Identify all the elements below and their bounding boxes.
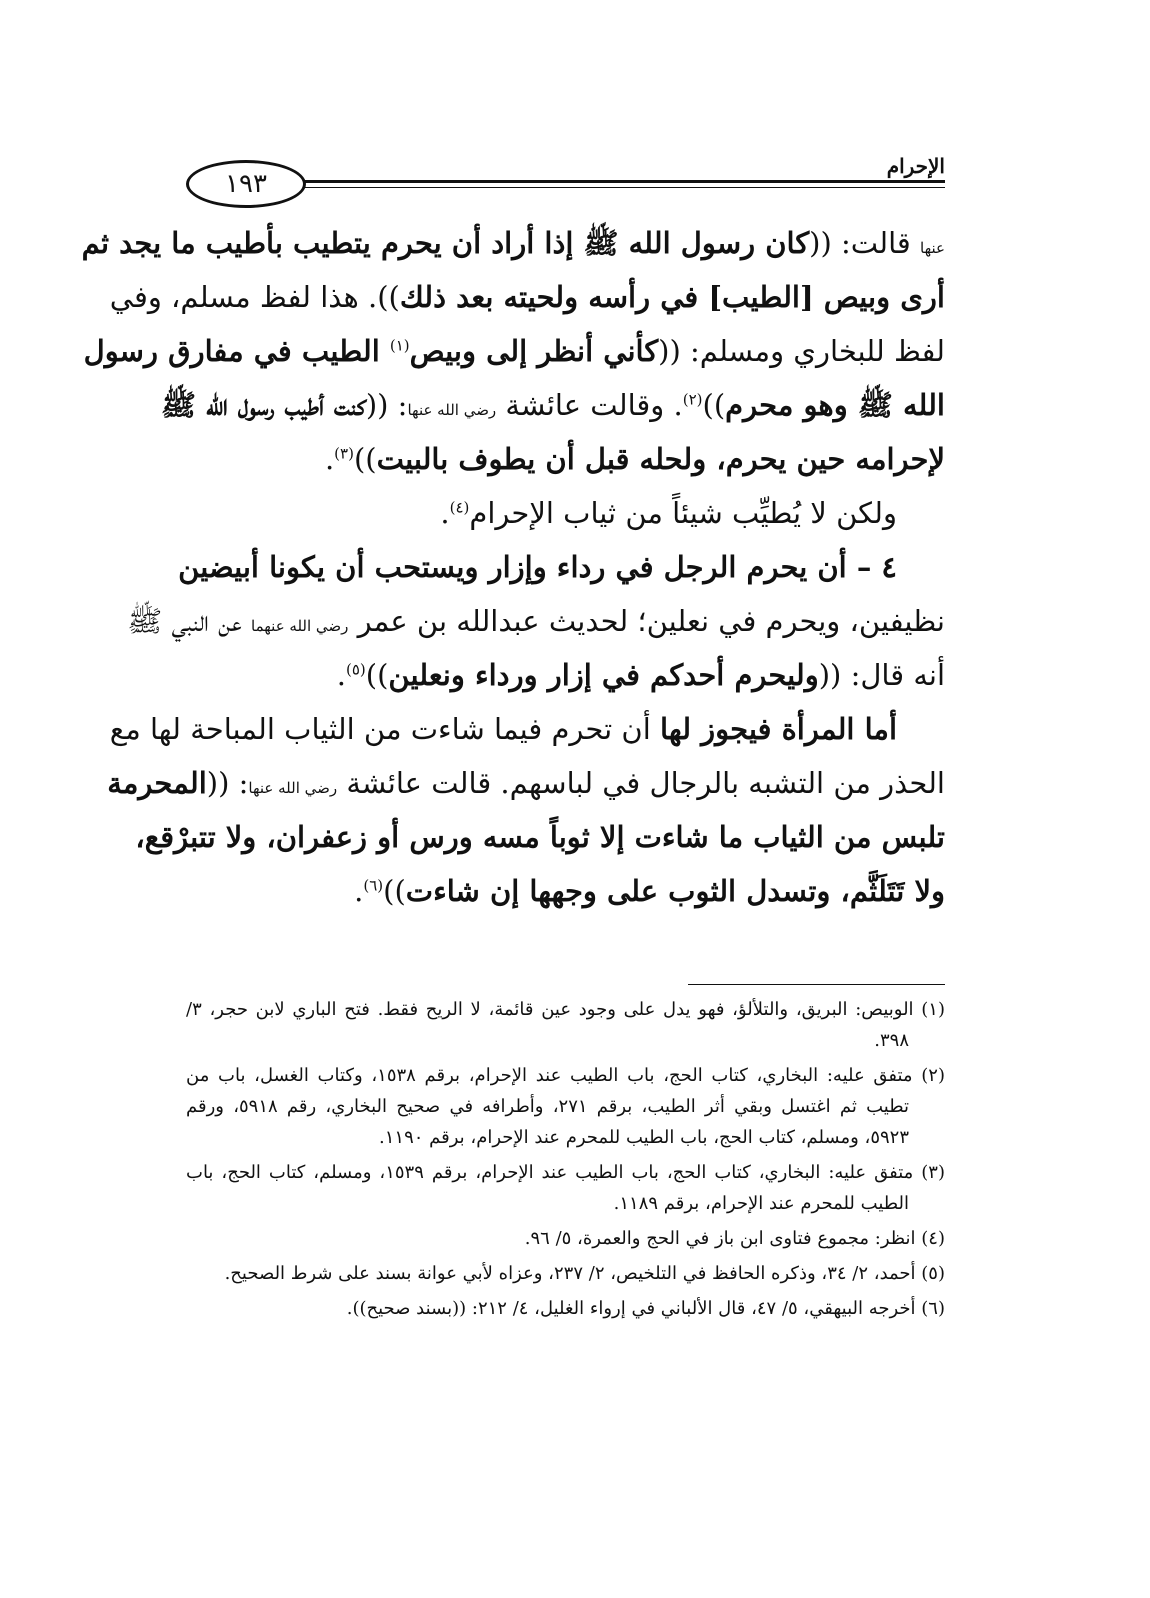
text-run: .: [324, 442, 335, 476]
hadith-text: ولا تَتَلَثَّم، وتسدل الثوب على وجهها إن شاءت: [405, 874, 945, 908]
header-rule-thin: [304, 187, 945, 188]
text-run: .: [336, 658, 346, 692]
footnote-ref[interactable]: (٢): [682, 390, 703, 409]
hadith-text: كنت أطيب رسول الله ﷺ: [160, 388, 366, 422]
footnote-5: (٥) أحمد، ٢/ ٣٤، وذكره الحافظ في التلخيص، ٢/ ٢٣٧، وعزاه لأبي عوانة بسند على شرط الصحيح.: [224, 1263, 945, 1284]
bold-phrase: أما المرأة فيجوز لها: [660, 712, 897, 746]
text-run: )): [383, 874, 406, 908]
text-run: : ((: [365, 388, 408, 422]
page-number-badge: [186, 160, 306, 208]
footnote-ref[interactable]: (١): [389, 336, 410, 355]
chapter-title: الإحرام: [879, 154, 945, 178]
text-line-1: [81, 216, 945, 270]
page-header: [186, 154, 945, 210]
honorific: رضي الله عنها: [407, 401, 497, 419]
text-run: لفظ للبخاري ومسلم: ((: [658, 334, 945, 368]
text-line-7: [178, 540, 945, 594]
footnote-ref[interactable]: (٥): [345, 660, 366, 679]
footnote-ref[interactable]: (٤): [449, 498, 470, 517]
hadith-text: المحرمة: [107, 766, 207, 800]
text-run: قالت: ((: [809, 226, 921, 260]
text-run: ولكن لا يُطيِّب شيئاً من ثياب الإحرام: [469, 496, 897, 530]
text-line-6: [186, 486, 945, 540]
section-heading: ٤ – أن يحرم الرجل في رداء وإزار ويستحب أن يكونا أبيضين: [178, 550, 897, 584]
footnotes: [186, 994, 945, 1328]
hadith-text: الله ﷺ وهو محرم: [725, 388, 945, 422]
text-line-2: [109, 270, 945, 324]
hadith-text: أرى وبيص [الطيب] في رأسه ولحيته بعد ذلك: [399, 280, 945, 314]
text-run: عن النبي ﷺ: [127, 604, 252, 638]
text-line-8: [127, 594, 945, 648]
text-line-13: [186, 864, 945, 918]
text-line-12: [135, 810, 945, 864]
footnote-6: (٦) أخرجه البيهقي، ٥/ ٤٧، قال الألباني في إرواء الغليل، ٤/ ٢١٢: ((بسند صحيح)).: [346, 1298, 945, 1319]
hadith-text: لإحرامه حين يحرم، ولحله قبل أن يطوف بالبيت: [376, 442, 945, 476]
main-text: [81, 216, 945, 918]
honorific: عنها: [920, 239, 945, 257]
text-run: )): [702, 388, 726, 422]
footnote-2: (٢) متفق عليه: البخاري، كتاب الحج، باب الطيب عند الإحرام، برقم ١٥٣٨، وكتاب الغسل، باب من تطيب ثم اغتسل وبقي أثر الطيب، برقم ٢٧١، وأطرافه في صحيح البخاري، رقم ٥٩١٨، ورقم ٥٩٢٣، ومسلم، كتاب الحج، باب الطيب للمحرم عند الإحرام، برقم ١١٩٠.: [186, 1065, 945, 1148]
text-run: )). هذا لفظ مسلم، وفي: [109, 280, 400, 314]
footnote-1: (١) الوبيص: البريق، والتلألؤ، فهو يدل على وجود عين قائمة، لا الريح فقط. فتح الباري لابن حجر، ٣/ ٣٩٨.: [186, 999, 945, 1051]
honorific: رضي الله عنها: [248, 779, 338, 797]
text-line-11: [107, 756, 945, 810]
footnote-separator: [688, 984, 945, 985]
text-line-5: [186, 432, 945, 486]
text-line-9: [186, 648, 945, 702]
footnote-4: (٤) انظر: مجموع فتاوى ابن باز في الحج والعمرة، ٥/ ٩٦.: [524, 1228, 945, 1249]
text-run: . وقالت عائشة: [496, 388, 683, 422]
text-run: الحذر من التشبه بالرجال في لباسهم. قالت عائشة: [337, 766, 945, 800]
text-run: )): [353, 442, 377, 476]
text-run: أنه قال: ((: [818, 658, 945, 692]
text-run: )): [365, 658, 389, 692]
text-line-10: [109, 702, 945, 756]
footnote-ref[interactable]: (٣): [334, 444, 354, 463]
header-rule-thick: [304, 180, 945, 183]
footnote-3: (٣) متفق عليه: البخاري، كتاب الحج، باب الطيب عند الإحرام، برقم ١٥٣٩، ومسلم، كتاب الحج، باب الطيب للمحرم عند الإحرام، برقم ١١٨٩.: [186, 1162, 945, 1214]
hadith-text: كان رسول الله ﷺ إذا أراد أن يحرم يتطيب بأطيب ما يجد ثم: [81, 226, 810, 260]
text-run: أن تحرم فيما شاءت من الثياب المباحة لها مع: [109, 712, 661, 746]
hadith-text: كأني أنظر إلى وبيص: [409, 334, 659, 368]
text-run: .: [440, 496, 450, 530]
text-run: .: [354, 874, 364, 908]
hadith-text: وليحرم أحدكم في إزار ورداء ونعلين: [388, 658, 819, 692]
text-run: : ((: [206, 766, 249, 800]
honorific: رضي الله عنهما: [251, 617, 349, 635]
hadith-text: الطيب في مفارق رسول: [83, 334, 390, 368]
text-line-4: [160, 378, 945, 432]
text-line-3: [83, 324, 945, 378]
hadith-text: تلبس من الثياب ما شاءت إلا ثوباً مسه ورس أو زعفران، ولا تتبرْقع،: [135, 820, 945, 854]
footnote-ref[interactable]: (٦): [363, 876, 384, 895]
page-number: ١٩٣: [225, 169, 267, 199]
text-run: نظيفين، ويحرم في نعلين؛ لحديث عبدالله بن عمر: [348, 604, 945, 638]
